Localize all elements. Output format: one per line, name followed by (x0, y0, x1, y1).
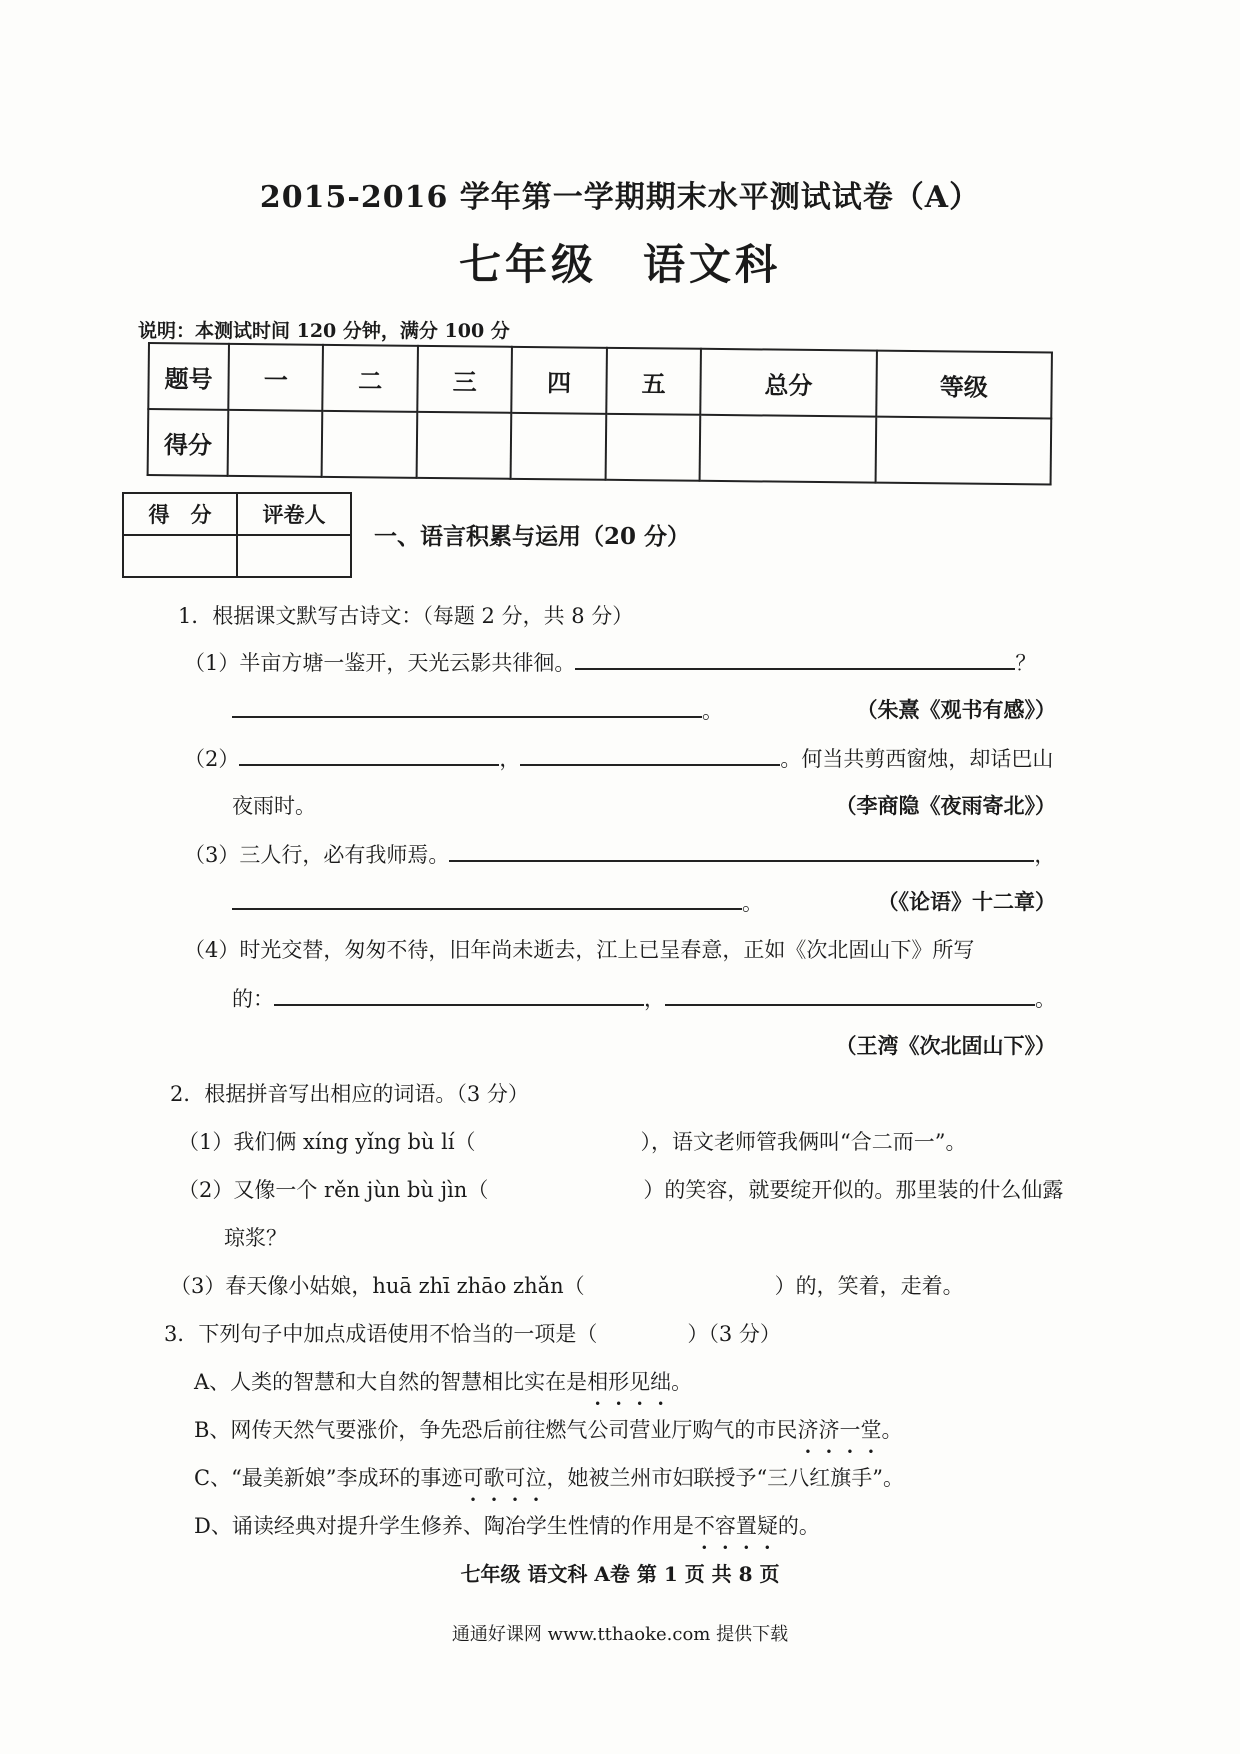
grader-score-head: 得 分 (123, 493, 237, 535)
score-table-col: 三 (417, 346, 512, 413)
q1-p1-line2-end: 。 (702, 699, 723, 723)
dotted-char: 可 (504, 1466, 526, 1490)
answer-blank (232, 694, 702, 718)
q1-p3-text: （3）三人行，必有我师焉。 (184, 843, 450, 867)
score-cell (875, 417, 1051, 485)
q2-p2 (178, 1174, 1063, 1204)
score-table-col: 等级 (876, 351, 1052, 419)
q3-b-pre: B、网传天然气要涨价，争先恐后前往燃气公司营业厅购气的市民 (194, 1418, 798, 1442)
q2-p3-pre: （3）春天像小姑娘，huā zhī zhāo zhǎn（ (170, 1274, 585, 1298)
q2-p1 (178, 1126, 967, 1156)
q3-option-a (194, 1366, 692, 1396)
q3-d-post: 的。 (777, 1514, 820, 1538)
q1-p3-end: ， (1034, 843, 1056, 867)
q3-a-post: 。 (671, 1370, 693, 1394)
q3-option-b (194, 1414, 902, 1444)
q3-stem-post: ）（3 分） (687, 1322, 781, 1346)
q2-p2-cont: 琼浆？ (224, 1226, 287, 1250)
q1-p4-cont-label: 的： (232, 987, 274, 1011)
q1-p4-comma: ， (644, 987, 665, 1011)
score-cell (322, 411, 417, 478)
score-cell (700, 415, 876, 483)
dotted-char: 置 (735, 1514, 757, 1538)
dotted-char: 容 (714, 1514, 736, 1538)
q3-b-post: 。 (881, 1418, 903, 1442)
dotted-char: 见 (629, 1370, 651, 1394)
q1-p1-source: （朱熹《观书有感》） (856, 697, 1056, 722)
dotted-char: 不 (693, 1514, 715, 1538)
exam-subtitle: 七年级 语文科 (458, 240, 781, 289)
dotted-char: 形 (608, 1370, 630, 1394)
q1-p2-cont: 夜雨时。 (232, 794, 316, 818)
answer-blank (239, 742, 499, 766)
q3-option-d (194, 1510, 820, 1540)
dotted-char: 一 (839, 1418, 861, 1442)
score-table-col: 四 (512, 347, 607, 414)
answer-blank (274, 982, 644, 1006)
score-table (147, 342, 1053, 485)
q3-a-pre: A、人类的智慧和大自然的智慧相比实在是 (194, 1370, 588, 1394)
dotted-char: 济 (797, 1418, 819, 1442)
score-table-score-row (148, 409, 1052, 484)
q2-p3-post: ）的，笑着，走着。 (774, 1274, 964, 1298)
grader-table (122, 492, 352, 578)
q1-p1-end: ？ (1015, 651, 1037, 675)
dotted-char: 歌 (483, 1466, 505, 1490)
download-credit: 通通好课网 www.tthaoke.com 提供下载 (451, 1624, 789, 1645)
q2-p1-pre: （1）我们俩 xíng yǐng bù lí（ (178, 1130, 476, 1154)
exam-title: 2015-2016 学年第一学期期末水平测试试卷（A） (259, 180, 981, 215)
score-cell (228, 410, 323, 477)
q1-p1-text: （1）半亩方塘一鉴开，天光云影共徘徊。 (184, 651, 576, 675)
score-table-row-head: 题号 (148, 343, 229, 410)
q1-p3-source: （《论语》十二章） (877, 889, 1056, 914)
score-table-row-head: 得分 (148, 409, 229, 476)
q1-p2-comma: ， (499, 747, 521, 771)
dotted-char: 堂 (860, 1418, 882, 1442)
answer-blank (232, 886, 742, 910)
score-cell (605, 414, 700, 481)
answer-blank (449, 838, 1034, 862)
q1-p4-source: （王湾《次北固山下》） (835, 1033, 1056, 1058)
q3-option-c (194, 1462, 904, 1492)
dotted-char: 济 (818, 1418, 840, 1442)
q1-p3 (184, 838, 1055, 869)
section-heading: 一、语言积累与运用（20 分） (374, 523, 691, 550)
q1-p2-text: 。何当共剪西窗烛，却话巴山 (780, 747, 1054, 771)
q3-stem-pre: 3．下列句子中加点成语使用不恰当的一项是（ (164, 1322, 598, 1346)
score-table-col: 五 (606, 348, 701, 415)
q2-p2-post: ）的笑容，就要绽开似的。那里装的什么仙露 (643, 1178, 1064, 1202)
grader-score-cell (123, 535, 237, 577)
q3-stem (164, 1318, 781, 1348)
dotted-char: 可 (462, 1466, 484, 1490)
q1-p3-line2-end: 。 (742, 891, 763, 915)
score-table-header-row (148, 343, 1052, 418)
score-table-col: 一 (228, 344, 323, 411)
q2-stem: 2．根据拼音写出相应的词语。（3 分） (170, 1082, 529, 1106)
q1-p3-line2 (232, 886, 763, 917)
dotted-char: 相 (587, 1370, 609, 1394)
dotted-char: 绌 (650, 1370, 672, 1394)
q1-p1 (184, 646, 1036, 677)
q1-stem: 1．根据课文默写古诗文：（每题 2 分，共 8 分） (178, 604, 634, 628)
score-table-col: 总分 (700, 349, 876, 417)
q1-p2 (184, 742, 1053, 773)
page-footer: 七年级 语文科 A卷 第 1 页 共 8 页 (460, 1562, 780, 1586)
exam-note: 说明：本测试时间 120 分钟，满分 100 分 (138, 320, 510, 342)
dotted-char: 疑 (756, 1514, 778, 1538)
q2-p2-pre: （2）又像一个 rěn jùn bù jìn（ (178, 1178, 489, 1202)
q1-p4-cont (232, 982, 1056, 1013)
answer-blank (665, 982, 1035, 1006)
q3-d-pre: D、诵读经典对提升学生修养、陶冶学生性情的作用是 (194, 1514, 694, 1538)
q1-p2-source: （李商隐《夜雨寄北》） (835, 793, 1056, 818)
grader-name-head: 评卷人 (237, 493, 351, 535)
q2-p3 (170, 1270, 964, 1300)
q2-p1-post: ），语文老师管我俩叫“合二而一”。 (640, 1130, 967, 1154)
q1-p1-line2 (232, 694, 723, 725)
q3-c-pre: C、“最美新娘”李成环的事迹 (194, 1466, 463, 1490)
q1-p4-end: 。 (1035, 987, 1056, 1011)
answer-blank (575, 646, 1015, 670)
grader-name-cell (237, 535, 351, 577)
score-table-col: 二 (323, 345, 418, 412)
q3-c-post: ，她被兰州市妇联授予“三八红旗手”。 (546, 1466, 905, 1490)
answer-blank (520, 742, 780, 766)
score-cell (511, 413, 606, 480)
q1-p4: （4）时光交替，匆匆不待，旧年尚未逝去，江上已呈春意，正如《次北固山下》所写 (184, 938, 975, 962)
score-cell (416, 412, 511, 479)
q1-p2-label: （2） (184, 747, 240, 771)
dotted-char: 泣 (525, 1466, 547, 1490)
